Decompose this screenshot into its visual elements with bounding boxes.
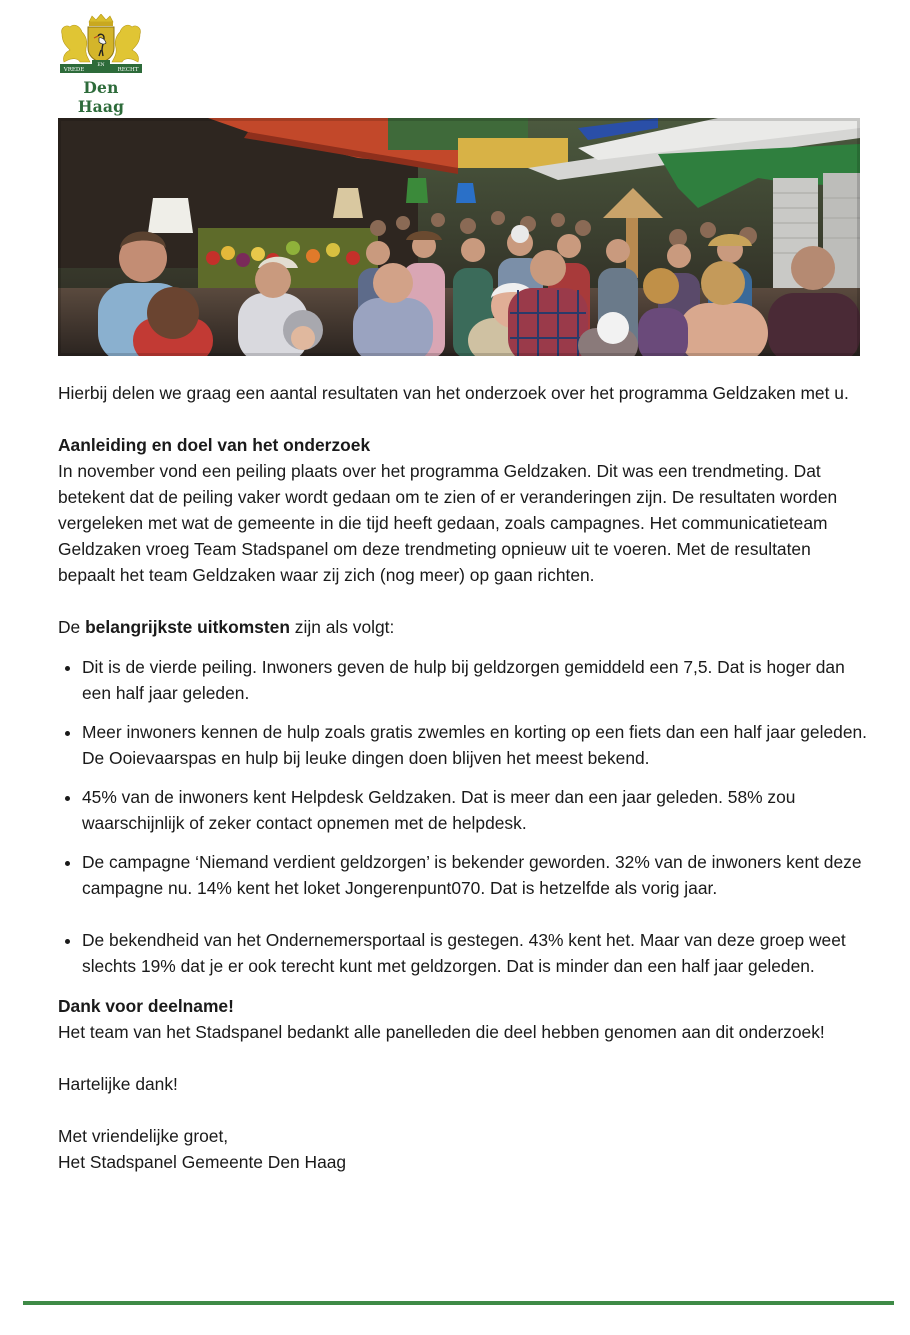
signoff-sender: Het Stadspanel Gemeente Den Haag: [58, 1152, 347, 1172]
coat-of-arms-icon: [58, 14, 144, 76]
outcomes-lead: [58, 614, 868, 640]
outcomes-list: [58, 654, 868, 979]
signoff-greeting: Met vriendelijke groet,: [58, 1126, 229, 1146]
market-crowd-photo-icon: [58, 118, 860, 356]
list-item: • De bekendheid van het Ondernemersportaal is gestegen. 43% kent het. Maar van deze groep weet slechts 19% dat je er ook terecht kunt met geldzorgen. Dat is minder dan een half jaar geleden.: [82, 927, 868, 979]
section-text: In november vond een peiling plaats over het programma Geldzaken. Dit was een trendmeting. Dat betekent dat de peiling vaker wordt gedaan om te zien of er veranderingen zijn. De resultaten worden vergeleken met wat de gemeente in die tijd heeft gedaan, zoals campagnes. Het communicatieteam Geldzaken vroeg Team Stadspanel om deze trendmeting opnieuw uit te voeren. Met de resultaten bepaalt het team Geldzaken waar zij zich (nog meer) op gaan richten.: [58, 461, 838, 585]
outcomes-lead-prefix: De: [58, 617, 86, 637]
section-thanks: [58, 993, 868, 1045]
email-body: [58, 380, 868, 1175]
list-item: • Meer inwoners kennen de hulp zoals gratis zwemles en korting op een fiets dan een half jaar geleden. De Ooievaarspas en hulp bij leuke dingen doen blijven het meest bekend.: [82, 719, 868, 771]
list-item: • Dit is de vierde peiling. Inwoners geven de hulp bij geldzorgen gemiddeld een 7,5. Dat is hoger dan een half jaar geleden.: [82, 654, 868, 706]
thanks-text: Het team van het Stadspanel bedankt alle panelleden die deel hebben genomen aan dit onderzoek!: [58, 1022, 825, 1042]
signoff: [58, 1123, 868, 1175]
logo-wordmark: Den Haag: [77, 78, 125, 116]
den-haag-logo: [58, 14, 144, 116]
intro-paragraph: Hierbij delen we graag een aantal resultaten van het onderzoek over het programma Geldzaken met u.: [58, 383, 849, 403]
outcomes-lead-bold: belangrijkste uitkomsten: [85, 617, 290, 637]
motto-left: VREDE: [63, 67, 85, 73]
motto-middle: EN: [97, 63, 105, 68]
motto-right: RECHT: [117, 67, 139, 73]
closing-line: Hartelijke dank!: [58, 1074, 178, 1094]
section-aanleiding: [58, 432, 868, 588]
hero-image: [58, 118, 860, 356]
outcomes-lead-suffix: zijn als volgt:: [289, 617, 395, 637]
list-item: • De campagne ‘Niemand verdient geldzorgen’ is bekender geworden. 32% van de inwoners kent deze campagne nu. 14% kent het loket Jongerenpunt070. Dat is hetzelfde als vorig jaar.: [82, 849, 868, 901]
thanks-heading: Dank voor deelname!: [58, 996, 234, 1016]
list-item: • 45% van de inwoners kent Helpdesk Geldzaken. Dat is meer dan een jaar geleden. 58% zou waarschijnlijk of zeker contact opnemen met de helpdesk.: [82, 784, 868, 836]
footer-divider: [23, 1301, 894, 1305]
section-heading: Aanleiding en doel van het onderzoek: [58, 435, 371, 455]
